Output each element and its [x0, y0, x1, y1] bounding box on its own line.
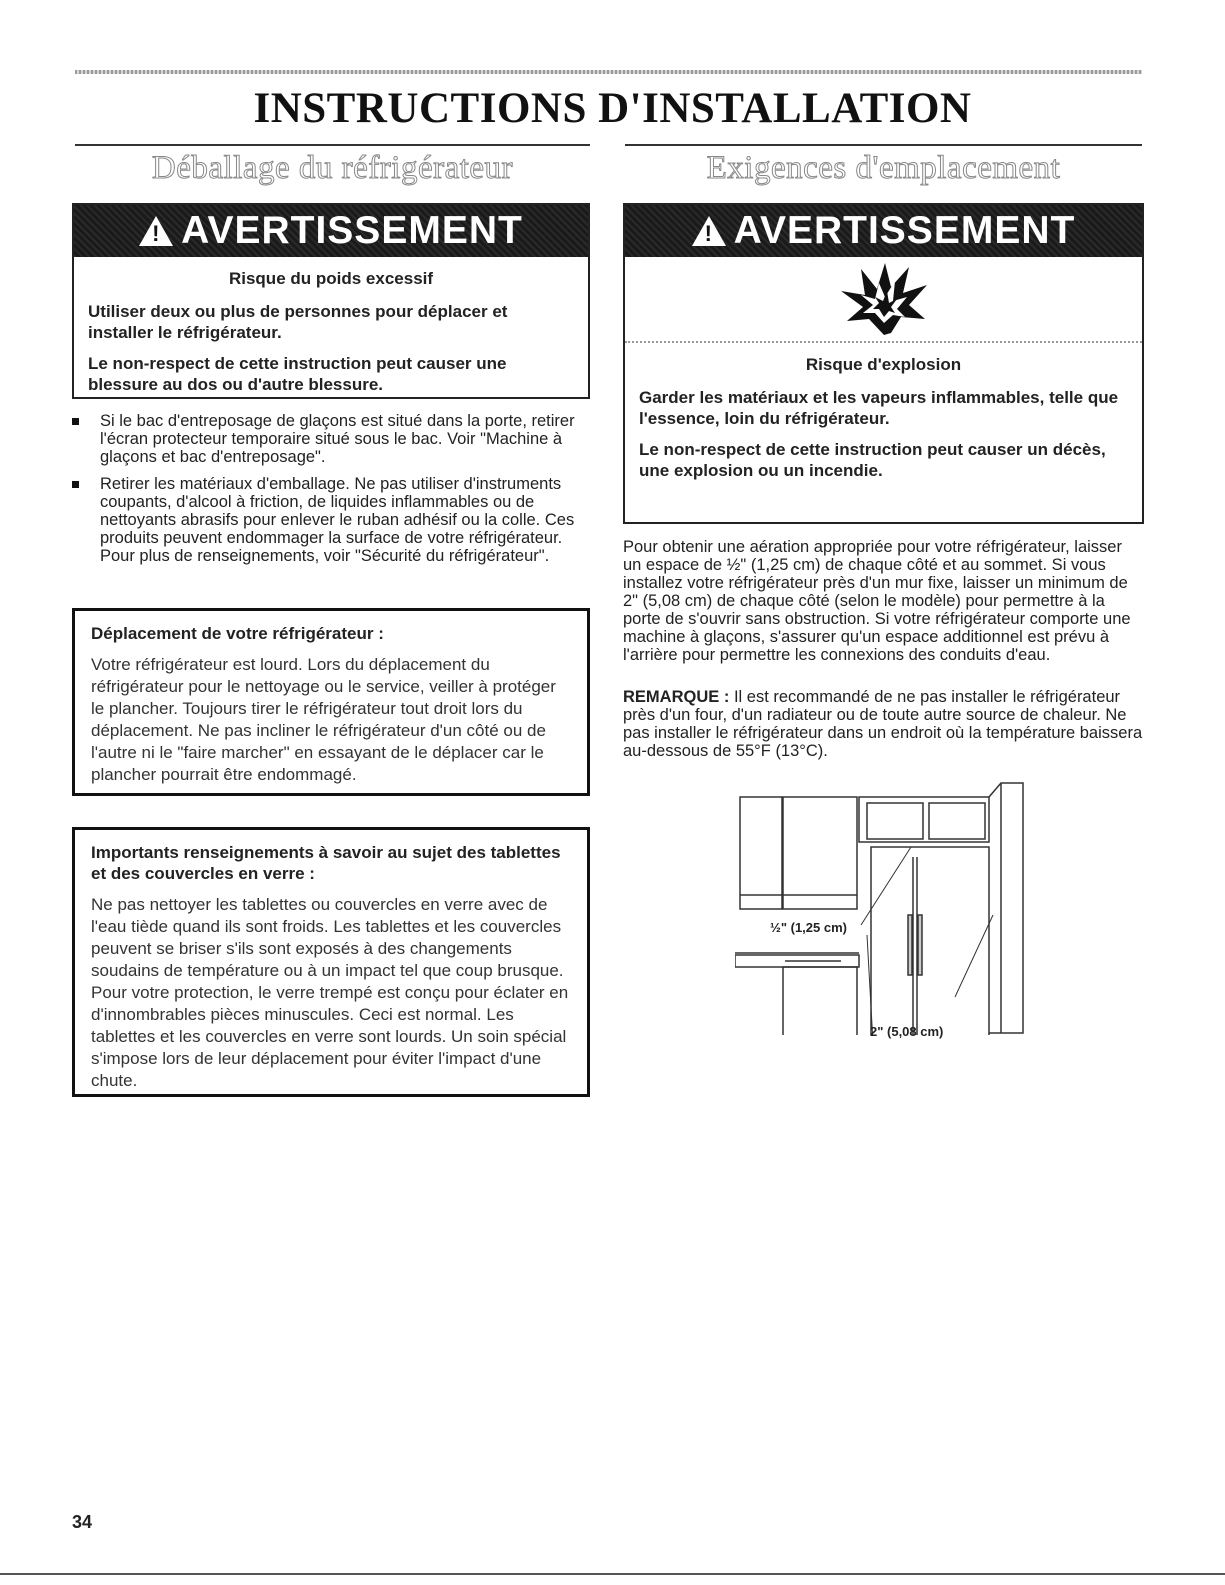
glass-shelves-box [72, 827, 590, 1097]
unpacking-bullets [72, 412, 582, 574]
warning-banner [625, 205, 1142, 257]
warning-banner-label: AVERTISSEMENT [181, 209, 523, 252]
two-inch-clearance-label: 2" (5,08 cm) [870, 1024, 944, 1039]
warning-body [74, 257, 588, 415]
note-paragraph [623, 688, 1143, 760]
warning-triangle-icon [139, 216, 173, 246]
warning-risk-title: Risque d'explosion [805, 355, 962, 374]
box-title: Déplacement de votre réfrigérateur : [91, 624, 384, 643]
note-text: Il est recommandé de ne pas installer le réfrigérateur près d'un four, d'un radiateur ou de toute autre source de chaleur. Ne pas installer le réfrigérateur dans un endroit où la température baissera au-dessous de 55°F (13°C). [623, 688, 1143, 760]
warning-body [625, 343, 1142, 501]
list-item: Retirer les matériaux d'emballage. Ne pas utiliser d'instruments coupants, d'alcool à friction, de liquides inflammables ou de nettoyants abrasifs pour enlever le ruban adhésif ou la colle. Ces produits peuvent endommager la surface de votre réfrigérateur. Pour plus de renseignements, voir "Sécurité du réfrigérateur". [72, 475, 582, 565]
note-label: REMARQUE : [623, 688, 730, 706]
bottom-rule [0, 1573, 1225, 1575]
warning-box-explosion [623, 203, 1144, 524]
warning-triangle-icon [692, 216, 726, 246]
box-text: Ne pas nettoyer les tablettes ou couvercles en verre avec de l'eau tiède quand ils sont froids. Les tablettes et les couvercles peuvent se briser s'ils sont exposés à des changements soudains de température ou à un impact tel que coup brusque. Pour votre protection, le verre trempé est conçu pour éclater en d'innombrables pièces minuscules. Ceci est normal. Les tablettes et les couvercles en verre sont lourds. Un soin spécial s'impose lors de leur déplacement pour éviter l'impact d'une chute. [91, 895, 569, 1090]
warning-banner-label: AVERTISSEMENT [733, 209, 1076, 252]
explosion-icon [839, 261, 929, 337]
box-text: Votre réfrigérateur est lourd. Lors du déplacement du réfrigérateur pour le nettoyage ou le service, veiller à protéger le plancher. Toujours tirer le réfrigérateur tout droit lors du déplacement. Ne pas incliner le réfrigérateur d'un côté ou de l'autre ni le "faire marcher" en essayant de le déplacer car le plancher pourrait être endommagé. [91, 655, 556, 784]
explosion-icon-area [625, 257, 1142, 341]
page-number: 34 [72, 1512, 93, 1532]
warning-box-weight [72, 203, 590, 399]
half-inch-clearance-label: ½" (1,25 cm) [770, 920, 847, 935]
warning-instruction: Utiliser deux ou plus de personnes pour déplacer et installer le réfrigérateur. [88, 302, 508, 342]
moving-refrigerator-box [72, 608, 590, 796]
list-item: Si le bac d'entreposage de glaçons est situé dans la porte, retirer l'écran protecteur temporaire situé sous le bac. Voir "Machine à glaçons et bac d'entreposage". [72, 412, 582, 466]
warning-consequence: Le non-respect de cette instruction peut causer une blessure au dos ou d'autre blessure. [88, 354, 507, 394]
ventilation-paragraph: Pour obtenir une aération appropriée pour votre réfrigérateur, laisser un espace de ½" (1,25 cm) de chaque côté et au sommet. Si vous installez votre réfrigérateur près d'un mur fixe, laisser un minimum de 2" (5,08 cm) de chaque côté (selon le modèle) pour permettre à la porte de s'ouvrir sans obstruction. Si votre réfrigérateur comporte une machine à glaçons, s'assurer qu'un espace additionnel est prévu à l'arrière pour permettre les connexions des conduits d'eau. [623, 538, 1131, 664]
left-rule [75, 144, 590, 146]
clearance-diagram [735, 775, 1035, 1035]
header-band [75, 70, 1142, 74]
warning-consequence: Le non-respect de cette instruction peut causer un décès, une explosion ou un incendie. [639, 440, 1106, 480]
warning-risk-title: Risque du poids excessif [228, 269, 434, 288]
section-heading-unpacking: Déballage du réfrigérateur [151, 150, 514, 186]
warning-instruction: Garder les matériaux et les vapeurs inflammables, telle que l'essence, loin du réfrigérateur. [639, 388, 1119, 428]
page-title: INSTRUCTIONS D'INSTALLATION [253, 85, 972, 132]
box-title: Importants renseignements à savoir au sujet des tablettes et des couvercles en verre : [91, 843, 561, 883]
section-heading-location: Exigences d'emplacement [706, 150, 1061, 186]
warning-banner [74, 205, 588, 257]
right-rule [625, 144, 1142, 146]
